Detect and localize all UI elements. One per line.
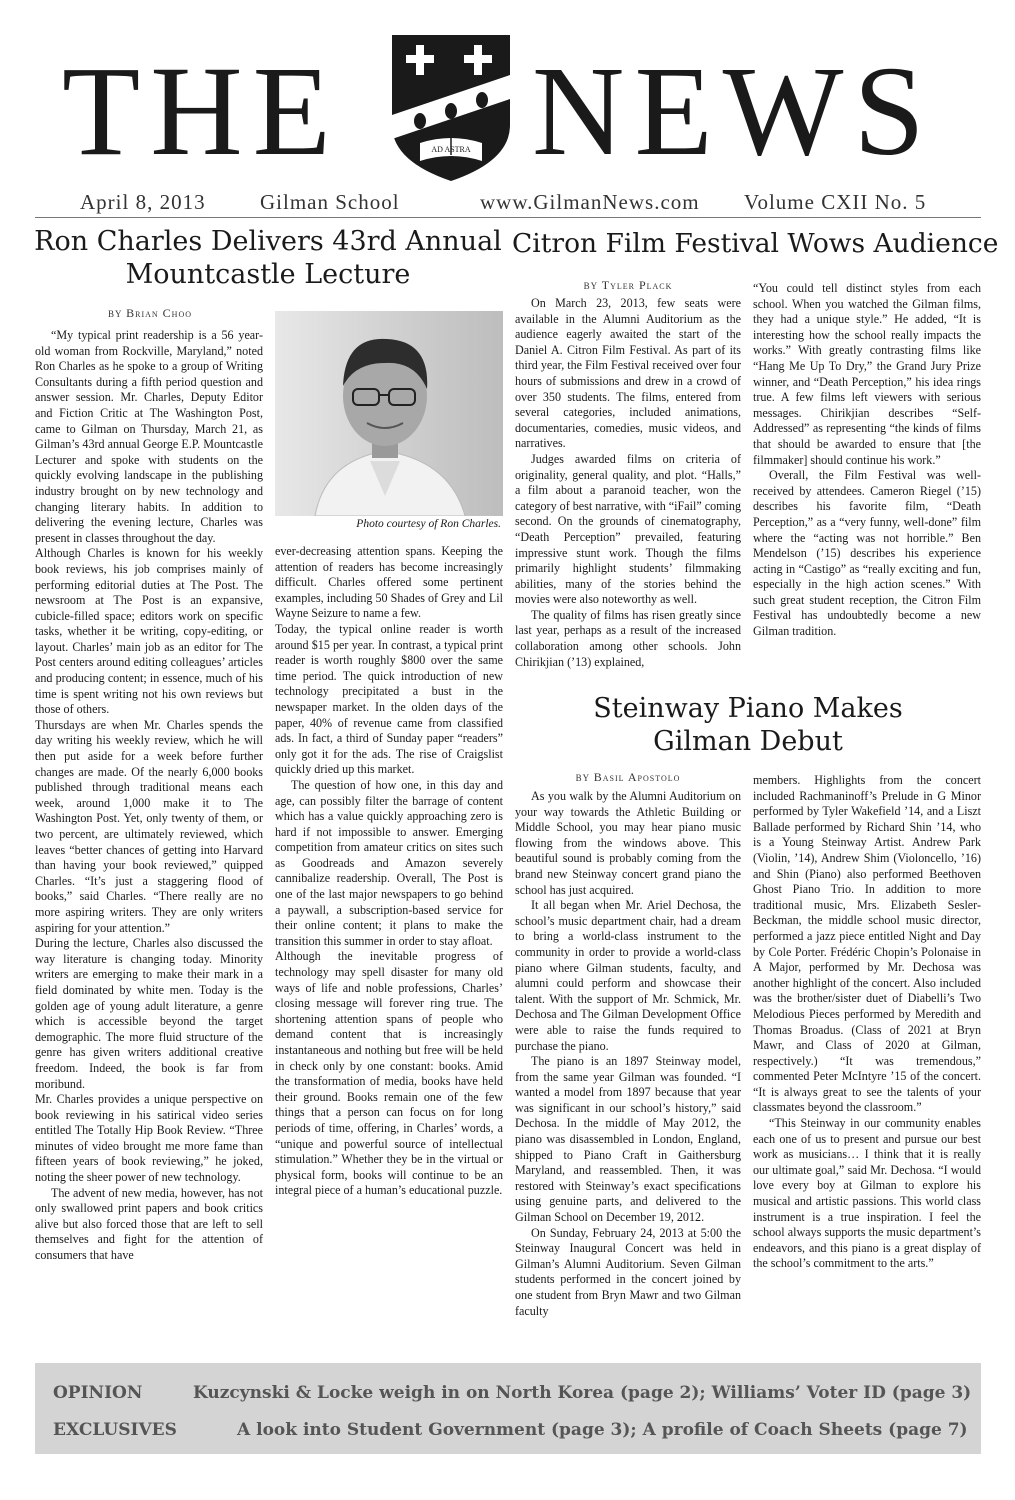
paragraph: Judges awarded films on criteria of originality, general quality, and plot. “Halls,” a film about a paranoid teacher, won the category of best narrative, with “iFail” coming second. On the grounds of cinematography, “Death Perception” prevailed, featuring impressive stunt work. Though the films primarily highlight students’ filmmaking abilities, many of the stories behind the movies were also noteworthy as well.: [515, 451, 742, 607]
steinway-column-1: [515, 789, 741, 1319]
paragraph: The question of how one, in this day and age, can possibly filter the barrage of content which has a value quickly approaching zero is hard if not impossible to answer. Emerging competition from amateur critics on sites such as Goodreads and Amazon severely cannibalize readership. Overall, The Post is one of the last major newspapers to go behind a paywall, a subscription-based service for their online content; it plans to make the transition this summer in order to stay afloat.: [275, 777, 503, 948]
school-name: Gilman School: [260, 190, 400, 214]
paragraph: “You could tell distinct styles from each school. When you watched the Gilman films, they had a unique style.” He added, “It is interesting how the school really impacts the works.” With greatly contrasting films like “Hang Me Up To Dry,” the Grand Jury Prize winner, and “Death Perception,” his idea rings true. A few films left viewers with serious messages. Chirikjian describes “Self-Addressed” as representing “the kinds of films that should be awarded to ensure that [the filmmaker] should continue his work.”: [753, 281, 981, 467]
paragraph: The advent of new media, however, has not only swallowed print papers and book critics alive but also forced those that are left to sell themselves and fight for the attention of consumers that have: [35, 1185, 263, 1263]
exclusives-teaser[interactable]: A look into Student Government (page 3); A profile of Coach Sheets (page 7): [237, 1420, 968, 1440]
crest-shield-icon: [390, 33, 512, 183]
paragraph: Thursdays are when Mr. Charles spends the day writing his weekly review, which he will then put aside for a week before further changes are made. Of the nearly 6,000 books published through traditional means each week, around 1,000 make it to The Washington Post. Yet, only twenty of them, or two percent, are ultimately reviewed, which leaves “better chances of getting into Harvard than having your book reviewed,” quipped Charles. “It’s just a staggering flood of books,” said Charles. “There really are no more aspiring writers. They are only writers aspiring for your attention.”: [35, 717, 263, 935]
paragraph: The quality of films has risen greatly since last year, perhaps as a result of the increased collaboration among other schools. John Chirikjian (’13) explained,: [515, 607, 741, 669]
paragraph: Although the inevitable progress of technology may spell disaster for many old ways of life and noble professions, Charles’ closing message will forever ring true. The shortening attention spans of people who demand content that is increasingly instantaneous and nothing but free will be held in check only by one constant: books. Amid the transformation of media, books have held their ground. Books remain one of the few things that a person can focus on for long periods of time, offering, in Charles’ words, a “unique and powerful source of intellectual stimulation.” Whether they be in the virtual or physical form, books will continue to be an integral piece of a human’s educational puzzle.: [275, 949, 503, 1198]
paragraph: On March 23, 2013, few seats were available in the Alumni Auditorium as the audience eagerly awaited the start of the Daniel A. Citron Film Festival. As part of its third year, the Film Festival received over four hours of submissions and drew in a crowd of over 350 students. The films, entered from several categories, included animations, documentaries, comedies, music videos, and narratives.: [515, 296, 741, 451]
film-author: Tyler Plack: [601, 278, 673, 292]
byline-by: BY: [583, 281, 599, 291]
paragraph: The piano is an 1897 Steinway model, from the same year Gilman was founded. “I wanted a model from 1897 because that year was significant in our school’s history,” said Dechosa. In the middle of May 2012, the piano was disassembled in London, England, shipped to Piano Craft in Gaithersburg Maryland, and reassembled. Then, it was restored with Steinway’s exact specifications using genuine parts, and delivered to the Gilman School on December 19, 2012.: [515, 1054, 741, 1225]
film-column-2: [753, 281, 981, 640]
portrait-image-icon: [275, 311, 503, 516]
steinway-headline: [515, 693, 981, 759]
charles-headline-line2: Mountcastle Lecture: [125, 258, 411, 290]
paragraph: Overall, the Film Festival was well-received by attendees. Cameron Riegel (’15) describes his favorite film, “Death Perception,” as a “very funny, well-done” film where the “acting was not horrible.” Ben Mendelson (’15) describes his experience acting in “Castigo” as “really exciting and fun, especially in the high action scenes.” With such great student reception, the Citron Film Festival has undoubtedly become a new Gilman tradition.: [753, 468, 981, 639]
charles-column-2: [275, 544, 503, 1199]
paragraph: members. Highlights from the concert included Rachmaninoff’s Prelude in G Minor performed by Tyler Wakefield ’14, and a Liszt Ballade performed by Richard Shin ’14, who is a Young Steinway Artist. Andrew Park (Violin, ’14), Andrew Shim (Violoncello, ’16) and Shin (Piano) also performed Beethoven Ghost Piano Trio. In addition to more traditional music, Mrs. Elizabeth Sesler-Beckman, the middle school music director, performed a jazz piece entitled Night and Day by Cole Porter. Frédéric Chopin’s Polonaise in A Major, performed by Mr. Dechosa was another highlight of the concert. Also included was the brother/sister duet of Diabelli’s Two Melodious Pieces performed by Meredith and Thomas Broadus. (Class of 2021 at Bryn Mawr, and Class of 2020 at Gilman, respectively.) “It was tremendous,” commented Peter McIntyre ’15 of the concert. “It is always great to see the talents of your classmates beyond the classroom.”: [753, 773, 981, 1115]
paragraph: ever-decreasing attention spans. Keeping the attention of readers has become increasingly difficult. Charles offered some pertinent examples, including 50 Shades of Grey and Lil Wayne Seizure to name a few.: [275, 544, 503, 621]
charles-column-1: [35, 328, 263, 1264]
paragraph: As you walk by the Alumni Auditorium on your way towards the Athletic Building or Middle School, you may hear piano music flowing from the windows above. This beautiful sound is probably coming from the brand new Steinway concert grand piano the school has just acquired.: [515, 789, 741, 897]
paragraph: On Sunday, February 24, 2013 at 5:00 the Steinway Inaugural Concert was held in Gilman’s Alumni Auditorium. Seven Gilman students performed in the concert joined by one student from Bryn Mawr and two Gilman faculty: [515, 1225, 741, 1318]
school-crest: [390, 33, 512, 183]
paragraph: Today, the typical online reader is worth around $15 per year. In contrast, a typical print reader is worth roughly $800 over the same time period. The quick introduction of new technology precipitated a bust in the newspaper market. In the olden days of the paper, 40% of revenue came from classified ads. In fact, a third of Sunday paper “readers” only got it for the ads. The rise of Craigslist quickly dried up this market.: [275, 621, 503, 777]
volume-number: Volume CXII No. 5: [744, 190, 927, 214]
paragraph: It all began when Mr. Ariel Dechosa, the school’s music department chair, had a dream to bring a world-class instrument to the community in order to provide a world-class piano where Gilman students, faculty, and alumni could perform and showcase their talent. With the support of Mr. Schmick, Mr. Dechosa and The Gilman Development Office were able to raise the funds required to purchase the piano.: [515, 898, 741, 1053]
charles-author: Brian Choo: [126, 306, 193, 320]
masthead-title-left: THE: [62, 40, 341, 182]
inside-this-issue-box: [35, 1363, 981, 1454]
paragraph: Although Charles is known for his weekly book reviews, his job comprises mainly of performing editorial duties at The Post. The newsroom at The Post is an expansive, cubicle-filled space; editors work on specific tasks, whether it be writing, copy-editing, or layout. Charles’ main job as an editor for The Post centers around editing colleagues’ articles and producing content; in essence, much of his time is spent writing not his own reviews but those of others.: [35, 546, 263, 717]
steinway-byline: [515, 770, 741, 785]
charles-byline: [35, 306, 265, 321]
byline-by: BY: [575, 773, 591, 783]
byline-by: BY: [107, 309, 123, 319]
steinway-author: Basil Apostolo: [593, 770, 681, 784]
film-column-1: [515, 296, 741, 670]
opinion-teaser[interactable]: Kuzcynski & Locke weigh in on North Korea (page 2); Williams’ Voter ID (page 3): [193, 1383, 972, 1403]
masthead-rule: [35, 217, 981, 218]
paragraph: During the lecture, Charles also discussed the way literature is changing today. Minority writers are emerging to make their mark in a field dominated by white men. Today is the golden age of young adult literature, a genre which is accessible beyond the target demographic. The more fluid structure of the genre has given writers additional creative freedom. Indeed, the book is far from moribund.: [35, 936, 263, 1091]
exclusives-label: EXCLUSIVES: [53, 1420, 177, 1440]
photo-caption: Photo courtesy of Ron Charles.: [356, 518, 501, 530]
charles-headline: [30, 226, 506, 292]
website-link[interactable]: www.GilmanNews.com: [480, 190, 700, 214]
paragraph: “This Steinway in our community enables each one of us to present and pursue our best work as musicians… I think that it is really our ultimate goal,” said Mr. Dechosa. “I would love every boy at Gilman to explore his musical and artistic passions. This world class instrument is a true inspiration. I feel the school always supports the music department’s endeavors, and this piano is a great display of the school’s commitment to the arts.”: [753, 1116, 981, 1271]
steinway-headline-line2: Gilman Debut: [653, 725, 843, 757]
issue-date: April 8, 2013: [80, 190, 206, 214]
opinion-label: OPINION: [53, 1383, 143, 1403]
film-byline: [515, 278, 741, 293]
masthead-title-right: NEWS: [532, 40, 935, 182]
film-headline: Citron Film Festival Wows Audience: [512, 228, 999, 259]
charles-headline-line1: Ron Charles Delivers 43rd Annual: [34, 226, 502, 257]
steinway-headline-line1: Steinway Piano Makes: [593, 693, 903, 724]
paragraph: Mr. Charles provides a unique perspective on book reviewing in his satirical video series entitled The Totally Hip Book Review. “Three minutes of video brought me more fame than fifteen years of book reviewing,” he joked, noting the sheer power of new technology.: [35, 1092, 263, 1185]
steinway-column-2: [753, 773, 981, 1272]
ron-charles-photo: [275, 311, 503, 516]
paragraph: “My typical print readership is a 56 year-old woman from Rockville, Maryland,” noted Ron Charles as he spoke to a group of Writing Consultants during a fifth period question and answer session. Mr. Charles, Deputy Editor and Fiction Critic at The Washington Post, came to Gilman on Thursday, March 21, as Gilman’s 43rd annual George E.P. Mountcastle Lecturer and spoke with students on the quickly evolving landscape in the publishing industry brought on by new technology and changing literary habits. In addition to delivering the evening lecture, Charles was present in classes throughout the day.: [35, 328, 263, 545]
crest-motto: AD ASTRA: [431, 145, 471, 154]
